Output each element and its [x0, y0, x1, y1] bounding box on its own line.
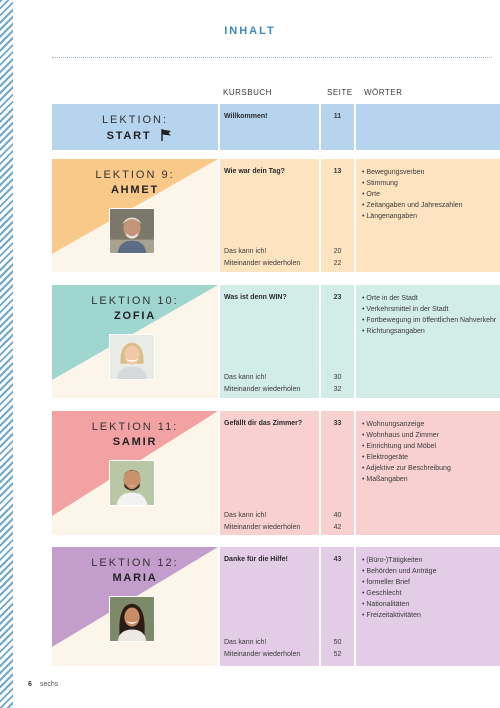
lesson-label: LEKTION 11:: [91, 421, 179, 433]
list-item: • Orte: [362, 189, 498, 200]
list-item: • Zeitangaben und Jahreszahlen: [362, 200, 498, 211]
flag-icon: [159, 128, 173, 142]
list-item: • Maßangaben: [362, 474, 498, 485]
list-item: • Adjektive zur Beschreibung: [362, 463, 498, 474]
lesson-label: LEKTION 9:: [95, 169, 175, 181]
page-number: 52: [333, 651, 342, 658]
sub-title: Miteinander wiederholen: [224, 260, 301, 267]
page-number: 42: [333, 524, 342, 531]
list-item: • Nationalitäten: [362, 599, 498, 610]
page-number: 22: [333, 260, 342, 267]
list-item: • Fortbewegung im öffentlichen Nahverkehr: [362, 315, 498, 326]
lesson-name: ZOFIA: [114, 310, 156, 322]
sub-title: Das kann ich!: [224, 639, 267, 646]
page-number-footer: 6: [28, 681, 32, 688]
lesson-11-title-cell: [52, 411, 218, 535]
lesson-label: LEKTION 12:: [91, 557, 179, 569]
zofia-photo: [109, 334, 155, 380]
ahmet-photo: [109, 208, 155, 254]
lesson-9-title-cell: [52, 159, 218, 272]
list-item: • Verkehrsmittel in der Stadt: [362, 304, 498, 315]
lesson-title: Was ist denn WIN?: [224, 294, 287, 301]
list-item: • Einrichtung und Möbel: [362, 441, 498, 452]
lesson-title: Willkommen!: [224, 113, 268, 120]
list-item: • Wohnhaus und Zimmer: [362, 430, 498, 441]
lesson-9[interactable]: [52, 159, 500, 272]
sub-title: Miteinander wiederholen: [224, 524, 301, 531]
divider: [52, 57, 492, 58]
lesson-name: SAMIR: [112, 436, 158, 448]
maria-photo: [109, 596, 155, 642]
list-item: • Wohnungsanzeige: [362, 419, 498, 430]
sub-title: Das kann ich!: [224, 512, 267, 519]
list-item: • Freizeitaktivitäten: [362, 610, 498, 621]
page-number: 30: [333, 374, 342, 381]
list-item: • (Büro-)Tätigkeiten: [362, 555, 498, 566]
lesson-10[interactable]: [52, 285, 500, 398]
sub-title: Miteinander wiederholen: [224, 651, 301, 658]
word-list: [362, 293, 498, 337]
lesson-title: Wie war dein Tag?: [224, 168, 285, 175]
word-list: [362, 167, 498, 222]
list-item: • Behörden und Anträge: [362, 566, 498, 577]
lesson-12[interactable]: [52, 547, 500, 666]
page-number: 11: [333, 113, 342, 120]
lesson-11[interactable]: [52, 411, 500, 535]
page-number: 13: [333, 168, 342, 175]
lesson-name: START: [106, 130, 152, 142]
lesson-title: Danke für die Hilfe!: [224, 556, 288, 563]
lesson-title: Gefällt dir das Zimmer?: [224, 420, 303, 427]
list-item: • formeller Brief: [362, 577, 498, 588]
page-number: 33: [333, 420, 342, 427]
list-item: • Längenangaben: [362, 211, 498, 222]
page-number: 40: [333, 512, 342, 519]
lesson-label: LEKTION 10:: [91, 295, 179, 307]
lesson-10-title-cell: [52, 285, 218, 398]
lesson-start[interactable]: [52, 104, 500, 150]
column-header-kursbuch: KURSBUCH: [223, 88, 272, 97]
sub-title: Das kann ich!: [224, 248, 267, 255]
lesson-12-title-cell: [52, 547, 218, 666]
sub-title: Miteinander wiederholen: [224, 386, 301, 393]
lesson-name: MARIA: [112, 572, 158, 584]
page-number: 23: [333, 294, 342, 301]
column-header-woerter: WÖRTER: [364, 88, 403, 97]
page-number: 43: [333, 556, 342, 563]
lesson-start-title-cell: [52, 104, 218, 150]
list-item: • Geschlecht: [362, 588, 498, 599]
word-list: [362, 555, 498, 621]
decorative-stripe: [0, 0, 13, 708]
page-number: 32: [333, 386, 342, 393]
lesson-name: AHMET: [110, 184, 160, 196]
list-item: • Elektrogeräte: [362, 452, 498, 463]
word-list: [362, 419, 498, 485]
page-number: 20: [333, 248, 342, 255]
column-header-seite: SEITE: [327, 88, 353, 97]
page-word-footer: sechs: [40, 681, 59, 688]
list-item: • Bewegungsverben: [362, 167, 498, 178]
samir-photo: [109, 460, 155, 506]
lesson-label: LEKTION:: [101, 114, 169, 126]
list-item: • Stimmung: [362, 178, 498, 189]
sub-title: Das kann ich!: [224, 374, 267, 381]
list-item: • Orte in der Stadt: [362, 293, 498, 304]
page-title: INHALT: [224, 25, 276, 37]
page-number: 50: [333, 639, 342, 646]
list-item: • Richtungsangaben: [362, 326, 498, 337]
